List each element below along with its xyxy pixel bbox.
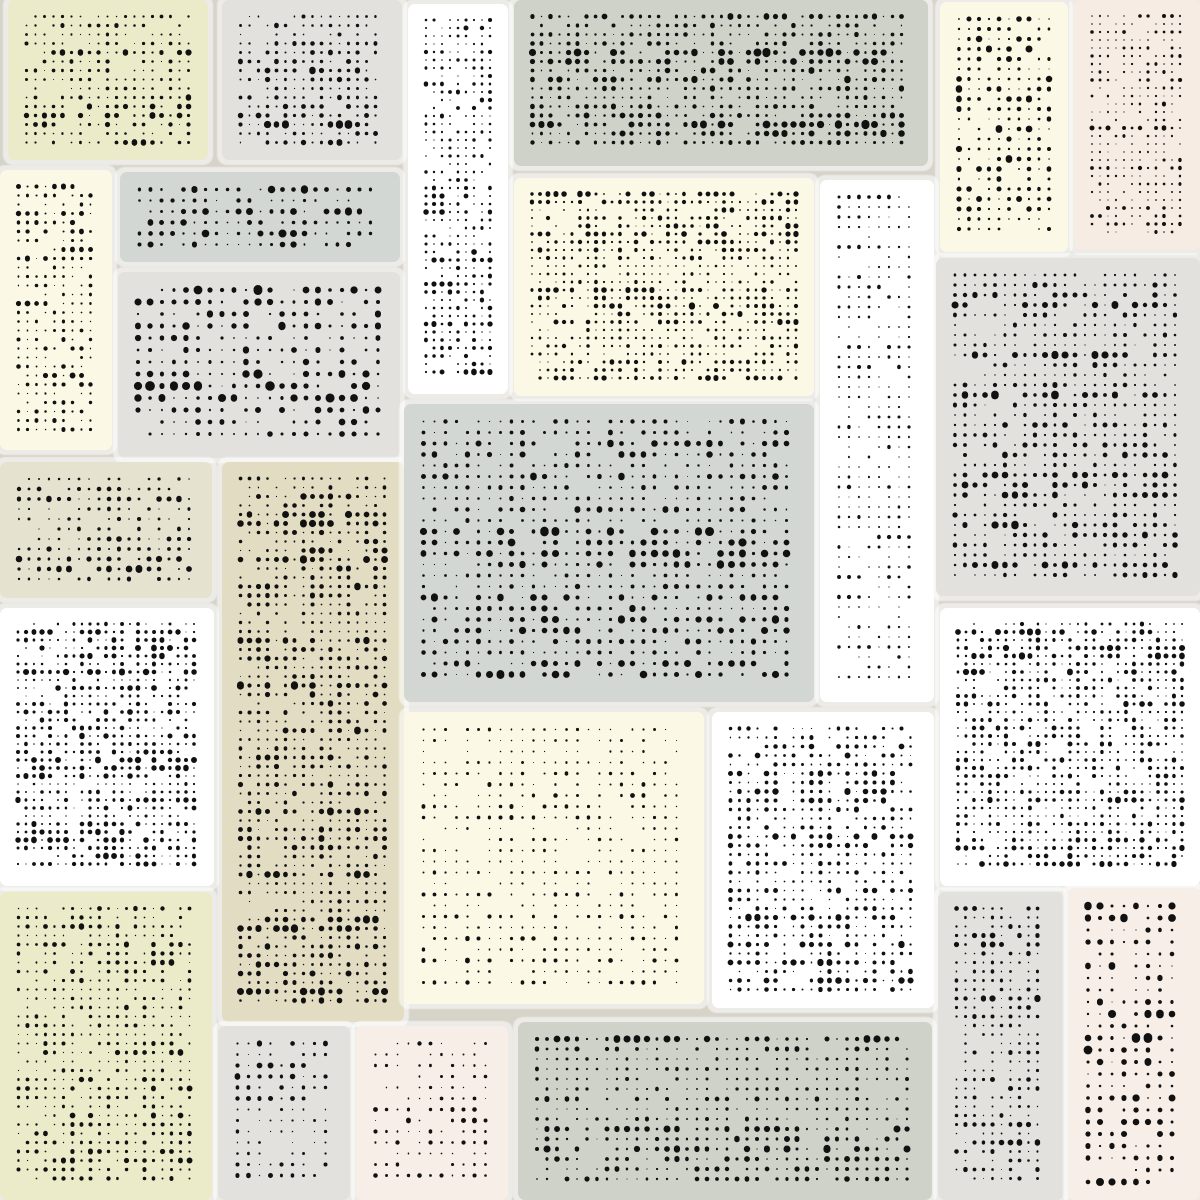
- newsprint-patch: [356, 1026, 508, 1200]
- halftone-text-dots: [528, 190, 800, 384]
- halftone-text-dots: [954, 620, 1186, 874]
- halftone-text-dots: [950, 270, 1186, 584]
- halftone-dot-field: [535, 1035, 911, 1182]
- halftone-text-dots: [134, 184, 386, 250]
- newsprint-patch: [8, 0, 208, 160]
- newsprint-patch: [1068, 888, 1200, 1200]
- newsprint-patch: [940, 2, 1068, 252]
- halftone-dot-field: [955, 621, 1185, 867]
- halftone-dot-field: [17, 906, 193, 1181]
- halftone-text-dots: [14, 620, 200, 874]
- halftone-dot-field: [15, 622, 197, 867]
- newsprint-patch: [514, 178, 814, 396]
- newsprint-patch: [938, 892, 1064, 1200]
- halftone-text-dots: [14, 182, 98, 438]
- halftone-dot-field: [134, 285, 382, 437]
- halftone-text-dots: [954, 14, 1054, 240]
- halftone-text-dots: [422, 16, 494, 382]
- halftone-dot-field: [530, 191, 799, 381]
- newsprint-patch: [936, 258, 1200, 596]
- halftone-dot-field: [16, 477, 192, 581]
- halftone-text-dots: [14, 474, 198, 586]
- halftone-text-dots: [370, 1038, 494, 1188]
- halftone-text-dots: [236, 12, 388, 148]
- newsprint-patch: [514, 0, 928, 166]
- halftone-text-dots: [236, 474, 390, 1010]
- halftone-dot-field: [728, 726, 914, 992]
- newsprint-patch: [0, 608, 214, 886]
- halftone-text-dots: [22, 12, 194, 148]
- newsprint-patch: [518, 1022, 932, 1200]
- halftone-dot-field: [235, 1040, 328, 1178]
- newsprint-patch: [118, 272, 400, 458]
- halftone-text-dots: [834, 192, 920, 690]
- halftone-text-dots: [14, 904, 198, 1188]
- newsprint-patch: [120, 172, 400, 262]
- halftone-text-dots: [418, 724, 690, 992]
- halftone-dot-field: [837, 195, 911, 679]
- newsprint-patch: [0, 892, 212, 1200]
- halftone-dot-field: [24, 15, 192, 146]
- newsprint-patch: [222, 462, 404, 1022]
- halftone-dot-field: [420, 419, 790, 680]
- newsprint-patch: [0, 170, 112, 450]
- halftone-dot-field: [238, 15, 378, 146]
- halftone-text-dots: [418, 416, 800, 690]
- halftone-dot-field: [1084, 902, 1176, 1186]
- halftone-dot-field: [956, 16, 1053, 231]
- halftone-text-dots: [232, 1038, 336, 1188]
- halftone-dot-field: [373, 1041, 487, 1178]
- newsprint-patch: [404, 712, 704, 1004]
- newsprint-patch: [712, 712, 934, 1008]
- newsprint-patch: [218, 1026, 350, 1200]
- halftone-text-dots: [726, 724, 920, 996]
- halftone-dot-field: [529, 13, 905, 145]
- newsprint-patch: [0, 462, 212, 598]
- halftone-dot-field: [237, 476, 388, 1003]
- newsprint-patch: [820, 180, 934, 702]
- halftone-dot-field: [954, 906, 1041, 1181]
- halftone-dot-field: [16, 184, 93, 432]
- halftone-text-dots: [132, 284, 386, 446]
- halftone-text-dots: [1082, 900, 1186, 1188]
- newsprint-patch: [408, 4, 508, 394]
- halftone-text-dots: [952, 904, 1050, 1188]
- halftone-text-dots: [1088, 12, 1186, 238]
- newsprint-patch: [404, 404, 814, 702]
- halftone-dot-field: [423, 18, 492, 375]
- halftone-text-dots: [532, 1034, 918, 1188]
- newsprint-patch: [1074, 0, 1200, 250]
- halftone-dot-field: [138, 185, 373, 247]
- halftone-dot-field: [1090, 14, 1183, 234]
- newsprint-patch: [222, 0, 402, 160]
- halftone-dot-field: [952, 273, 1178, 578]
- newsprint-patch: [940, 608, 1200, 886]
- halftone-dot-field: [421, 728, 678, 985]
- halftone-text-dots: [528, 12, 914, 154]
